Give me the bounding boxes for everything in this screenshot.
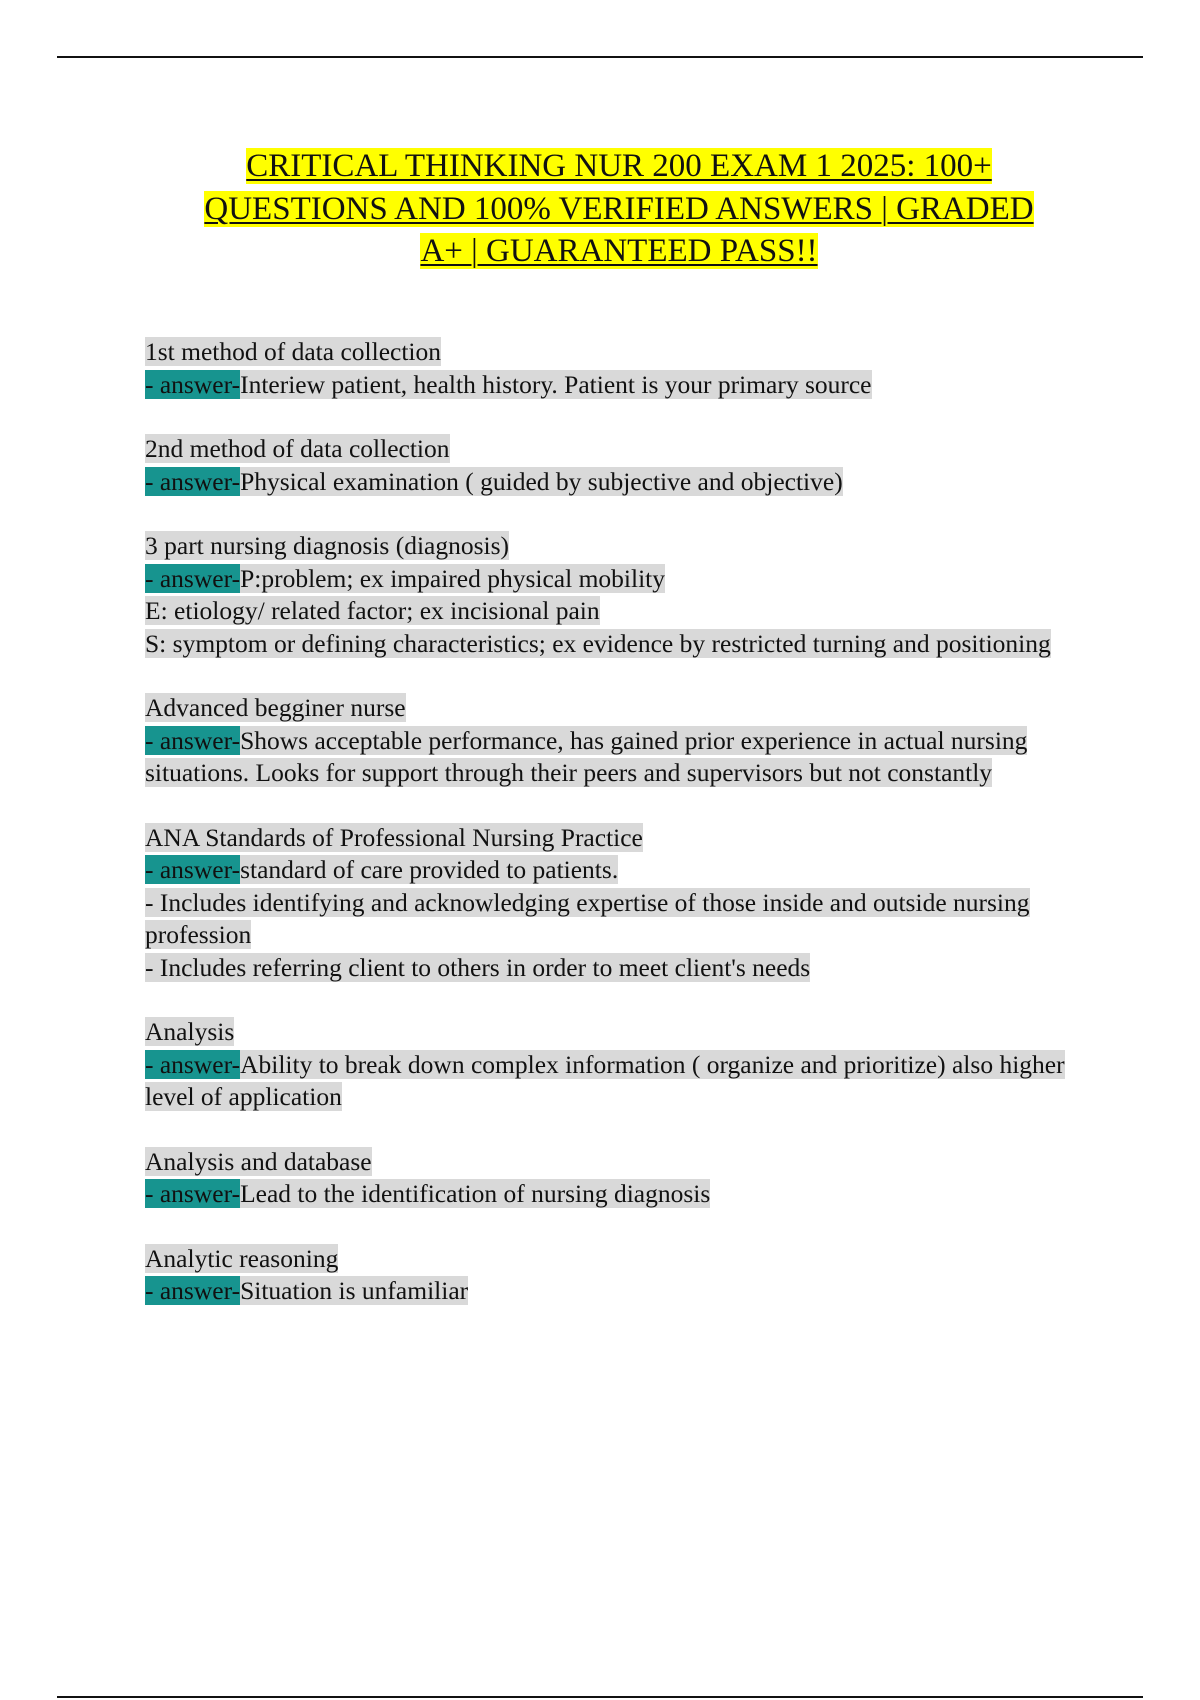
answer-tag: - answer- <box>145 369 241 399</box>
bottom-rule <box>57 1696 1143 1698</box>
answer-extra-line: - Includes referring client to others in order to meet client's needs <box>145 952 811 982</box>
title-line: A+ | GUARANTEED PASS!! <box>420 233 818 269</box>
document-title <box>150 145 1088 273</box>
answer-text: Situation is unfamiliar <box>240 1276 469 1305</box>
flashcard-entry <box>145 822 1095 985</box>
title-line: CRITICAL THINKING NUR 200 EXAM 1 2025: 100+ <box>246 148 992 184</box>
flashcard-entry <box>145 692 1095 790</box>
flashcard-entry <box>145 1146 1095 1211</box>
question-term: Analysis <box>145 1017 235 1046</box>
answer-tag: - answer- <box>145 466 241 496</box>
flashcard-entry <box>145 1016 1095 1114</box>
answer-tag: - answer- <box>145 563 241 593</box>
question-term: 3 part nursing diagnosis (diagnosis) <box>145 531 510 560</box>
flashcard-entry <box>145 433 1095 498</box>
answer-text: Interiew patient, health history. Patient is your primary source <box>240 369 872 399</box>
answer-tag: - answer- <box>145 725 241 755</box>
flashcard-entry <box>145 530 1095 660</box>
question-term: Analysis and database <box>145 1146 372 1176</box>
answer-text: P:problem; ex impaired physical mobility <box>240 563 666 593</box>
flashcard-list <box>145 336 1095 1340</box>
title-line: QUESTIONS AND 100% VERIFIED ANSWERS | GRADED <box>204 190 1034 227</box>
answer-extra-line: E: etiology/ related factor; ex incisional pain <box>145 596 600 625</box>
question-term: Advanced begginer nurse <box>145 693 406 722</box>
question-term: ANA Standards of Professional Nursing Practice <box>145 822 643 852</box>
top-rule <box>57 56 1143 58</box>
answer-text: Shows acceptable performance, has gained prior experience in actual nursing situations. Looks for support through their peers and supervisors but not constantly <box>145 725 1028 787</box>
answer-text: Lead to the identification of nursing diagnosis <box>240 1179 711 1208</box>
answer-tag: - answer- <box>145 1049 241 1079</box>
answer-extra-line: S: symptom or defining characteristics; ex evidence by restricted turning and positioning <box>145 628 1051 658</box>
flashcard-entry <box>145 1243 1095 1308</box>
answer-text: standard of care provided to patients. <box>240 855 619 884</box>
flashcard-entry <box>145 336 1095 401</box>
answer-tag: - answer- <box>145 1276 241 1305</box>
answer-tag: - answer- <box>145 1179 241 1208</box>
answer-tag: - answer- <box>145 855 241 884</box>
answer-text: Physical examination ( guided by subjective and objective) <box>240 466 843 496</box>
question-term: Analytic reasoning <box>145 1243 339 1273</box>
answer-extra-line: - Includes identifying and acknowledging expertise of those inside and outside nursing profession <box>145 887 1030 949</box>
answer-text: Ability to break down complex information ( organize and prioritize) also higher level of application <box>145 1049 1065 1111</box>
question-term: 1st method of data collection <box>145 337 442 366</box>
question-term: 2nd method of data collection <box>145 434 450 463</box>
